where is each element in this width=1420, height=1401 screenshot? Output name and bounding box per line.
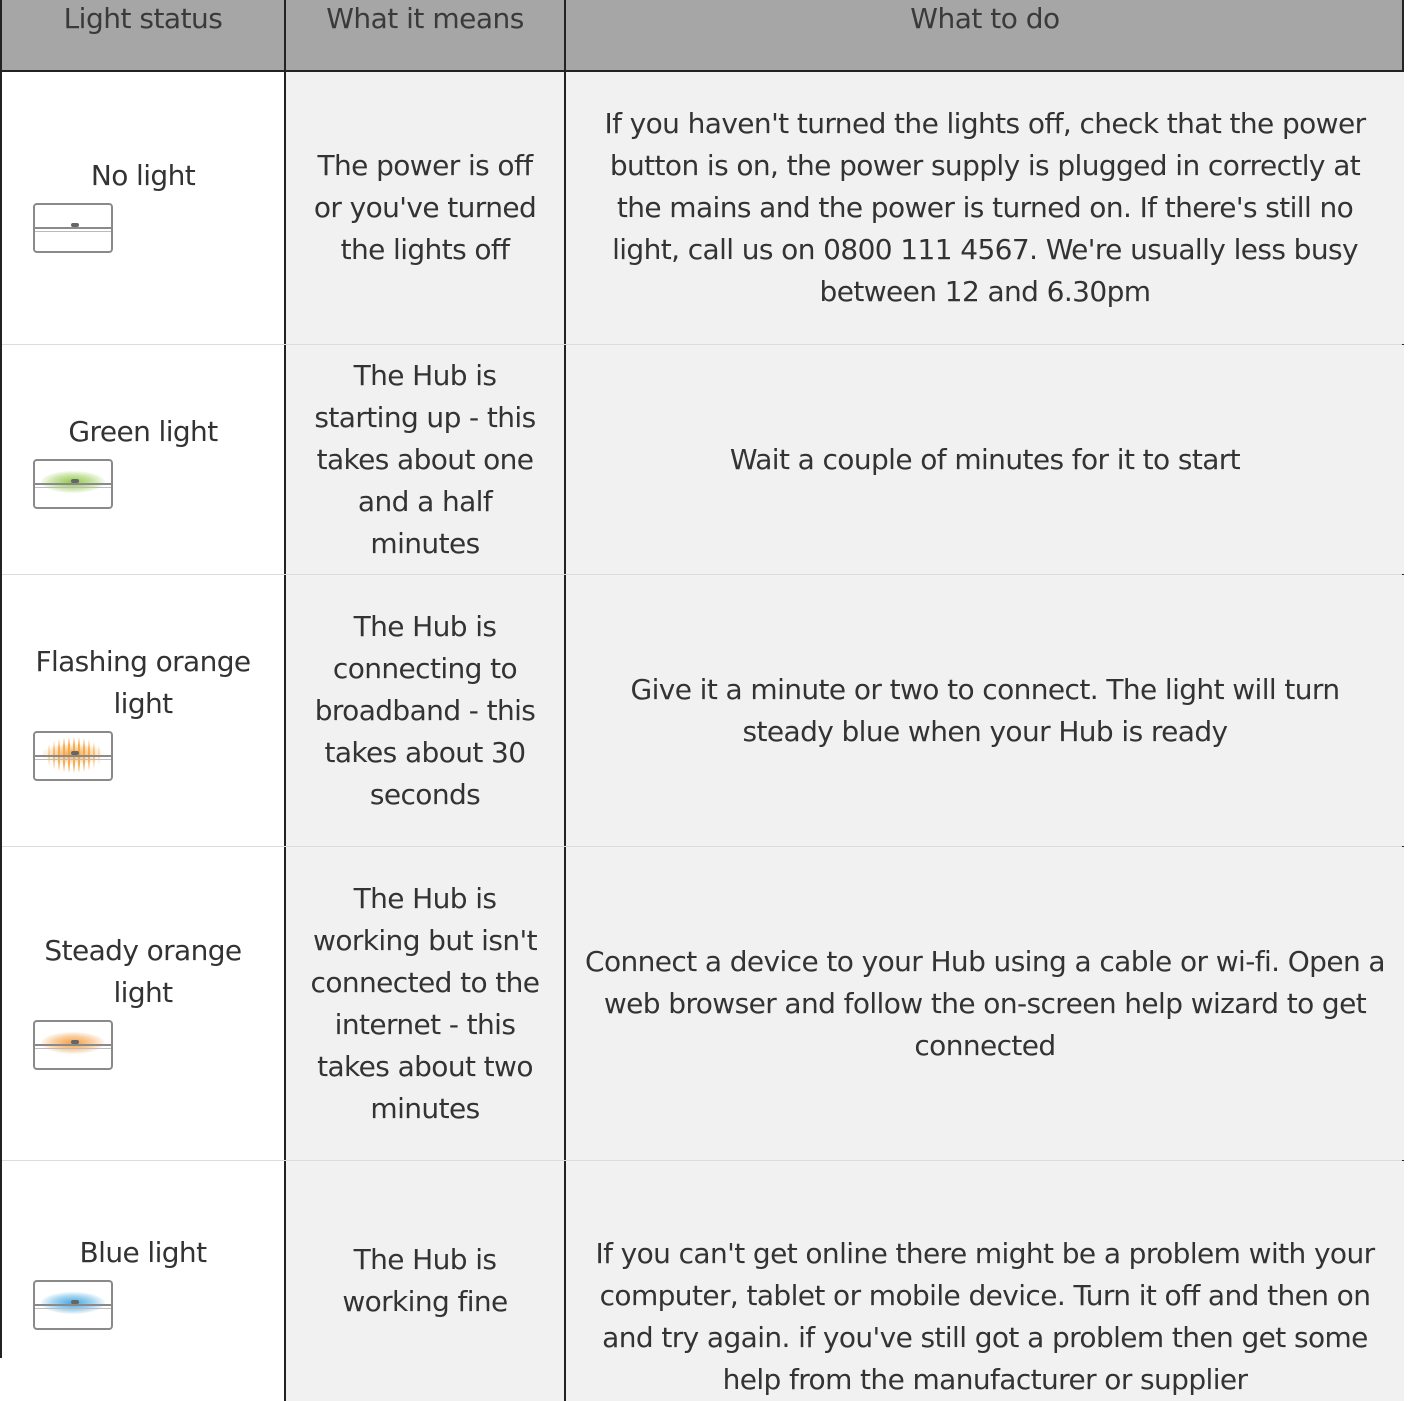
- hub-flashing-orange-light-icon: [33, 731, 113, 781]
- status-cell: [2, 1161, 284, 1401]
- table-row: [2, 1161, 1402, 1401]
- hub-blue-light-icon: [33, 1280, 113, 1330]
- todo-cell: Give it a minute or two to connect. The light will turn steady blue when your Hub is ready: [564, 575, 1404, 846]
- status-label: Flashing orange light: [35, 644, 251, 720]
- todo-cell: If you haven't turned the lights off, check that the power button is on, the power supply is plugged in correctly at the mains and the power is turned on. If there's still no light, call us on 0800 111 4567. We're usually less busy between 12 and 6.30pm: [564, 72, 1404, 344]
- table-header: [2, 0, 1402, 72]
- meaning-cell: The Hub is working but isn't connected to the internet - this takes about two minutes: [284, 847, 564, 1160]
- meaning-cell: The power is off or you've turned the lights off: [284, 72, 564, 344]
- todo-cell: Wait a couple of minutes for it to start: [564, 345, 1404, 574]
- table-row: [2, 72, 1402, 345]
- hub-green-light-icon: [33, 459, 113, 509]
- status-label: Blue light: [79, 1236, 207, 1269]
- status-label: Green light: [68, 414, 218, 448]
- meaning-cell: The Hub is starting up - this takes about one and a half minutes: [284, 345, 564, 574]
- hub-steady-orange-light-icon: [33, 1020, 113, 1070]
- status-cell: [2, 575, 284, 846]
- header-what-it-means: What it means: [284, 0, 564, 70]
- status-cell: [2, 847, 284, 1160]
- status-label: Steady orange light: [44, 933, 242, 1009]
- header-light-status: Light status: [63, 2, 223, 35]
- meaning-cell: The Hub is working fine: [284, 1161, 564, 1401]
- status-cell: [2, 345, 284, 574]
- table-row: [2, 847, 1402, 1161]
- header-what-to-do: What to do: [564, 0, 1404, 70]
- hub-no-light-icon: [33, 203, 113, 253]
- table-row: [2, 575, 1402, 847]
- status-label: No light: [90, 159, 196, 192]
- todo-cell: If you can't get online there might be a problem with your computer, tablet or mobile device. Turn it off and then on and try again. if you've still got a problem then get some help from the manufacturer or supplier: [564, 1161, 1404, 1401]
- table-row: [2, 345, 1402, 575]
- meaning-cell: The Hub is connecting to broadband - this takes about 30 seconds: [284, 575, 564, 846]
- todo-cell: Connect a device to your Hub using a cable or wi-fi. Open a web browser and follow the on-screen help wizard to get connected: [564, 847, 1404, 1160]
- status-cell: [2, 72, 284, 344]
